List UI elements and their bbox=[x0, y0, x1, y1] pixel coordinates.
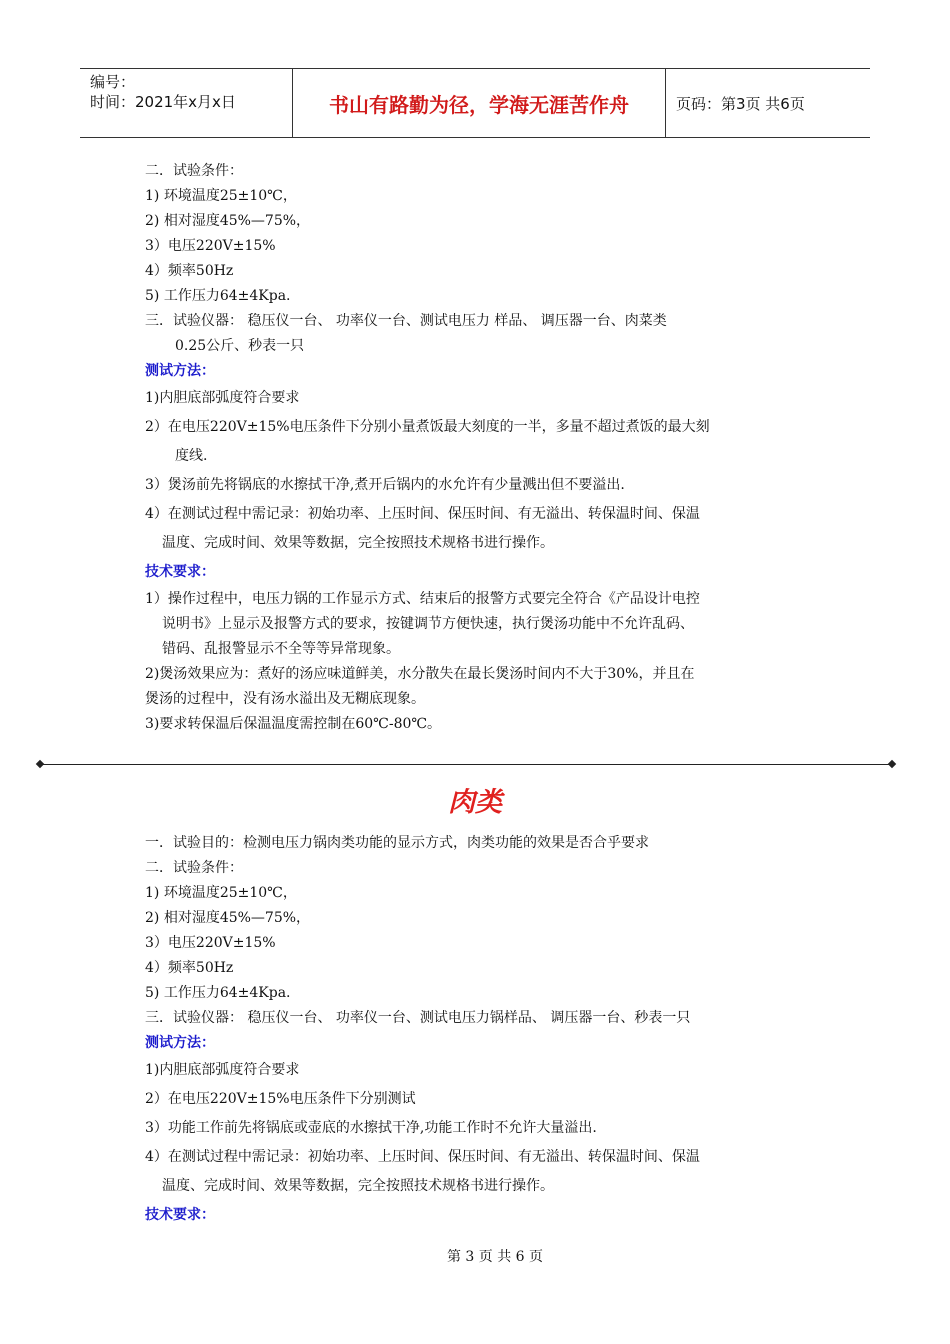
condition-item: 5) 工作压力64±4Kpa. bbox=[145, 985, 291, 1001]
instruments-line: 0.25公斤、秒表一只 bbox=[175, 338, 305, 354]
condition-item: 3）电压220V±15% bbox=[145, 935, 276, 951]
tech-title: 技术要求： bbox=[145, 1207, 215, 1223]
number-label: 编号： bbox=[90, 73, 136, 91]
section-divider bbox=[40, 764, 895, 765]
condition-item: 3）电压220V±15% bbox=[145, 238, 276, 254]
tech-item: 1）操作过程中，电压力锅的工作显示方式、结束后的报警方式要完全符合《产品设计电控 bbox=[145, 591, 700, 607]
method-item: 温度、完成时间、效果等数据，完全按照技术规格书进行操作。 bbox=[162, 535, 554, 551]
part2-content bbox=[145, 831, 815, 1230]
method-title: 测试方法： bbox=[145, 363, 215, 379]
instruments-line: 三．试验仪器： 稳压仪一台、 功率仪一台、测试电压力锅样品、 调压器一台、秒表一只 bbox=[145, 1010, 691, 1026]
method-item: 1)内胆底部弧度符合要求 bbox=[145, 390, 300, 406]
condition-item: 1) 环境温度25±10℃， bbox=[145, 885, 297, 901]
method-title: 测试方法： bbox=[145, 1035, 215, 1051]
condition-item: 2) 相对湿度45%—75%， bbox=[145, 910, 311, 926]
method-item: 2）在电压220V±15%电压条件下分别测试 bbox=[145, 1091, 416, 1107]
page-footer: 第 3 页 共 6 页 bbox=[446, 1249, 544, 1265]
tech-item: 煲汤的过程中，没有汤水溢出及无糊底现象。 bbox=[145, 691, 425, 707]
part1-conditions bbox=[145, 159, 815, 737]
method-item: 温度、完成时间、效果等数据，完全按照技术规格书进行操作。 bbox=[162, 1178, 554, 1194]
method-item: 4）在测试过程中需记录：初始功率、上压时间、保压时间、有无溢出、转保温时间、保温 bbox=[145, 506, 700, 522]
condition-item: 4）频率50Hz bbox=[145, 263, 234, 279]
header-page-label: 页码：第3页 共6页 bbox=[676, 94, 805, 113]
page-header bbox=[80, 68, 870, 138]
purpose-line: 一．试验目的：检测电压力锅肉类功能的显示方式，肉类功能的效果是否合乎要求 bbox=[145, 835, 649, 851]
conditions-title: 二．试验条件： bbox=[145, 860, 243, 876]
time-label: 时间：2021年x月x日 bbox=[90, 93, 236, 111]
method-item: 3）煲汤前先将锅底的水擦拭干净,煮开后锅内的水允许有少量溅出但不要溢出. bbox=[145, 477, 625, 493]
condition-item: 1) 环境温度25±10℃， bbox=[145, 188, 297, 204]
tech-item: 2)煲汤效果应为：煮好的汤应味道鲜美，水分散失在最长煲汤时间内不大于30%，并且在 bbox=[145, 666, 695, 682]
condition-item: 5) 工作压力64±4Kpa. bbox=[145, 288, 291, 304]
method-item: 4）在测试过程中需记录：初始功率、上压时间、保压时间、有无溢出、转保温时间、保温 bbox=[145, 1149, 700, 1165]
divider-left-diamond bbox=[36, 760, 44, 768]
condition-item: 2) 相对湿度45%—75%， bbox=[145, 213, 311, 229]
conditions-title: 二．试验条件： bbox=[145, 163, 243, 179]
divider-right-diamond bbox=[888, 760, 896, 768]
method-item: 度线. bbox=[175, 448, 208, 464]
instruments-line: 三．试验仪器： 稳压仪一台、 功率仪一台、测试电压力 样品、 调压器一台、肉菜类 bbox=[145, 313, 667, 329]
header-motto: 书山有路勤为径，学海无涯苦作舟 bbox=[293, 69, 666, 137]
tech-item: 3)要求转保温后保温温度需控制在60℃-80℃。 bbox=[145, 716, 442, 732]
header-left-cell bbox=[80, 69, 293, 137]
condition-item: 4）频率50Hz bbox=[145, 960, 234, 976]
tech-item: 错码、乱报警显示不全等等异常现象。 bbox=[162, 641, 400, 657]
method-item: 3）功能工作前先将锅底或壶底的水擦拭干净,功能工作时不允许大量溢出. bbox=[145, 1120, 597, 1136]
method-item: 2）在电压220V±15%电压条件下分别小量煮饭最大刻度的一半，多量不超过煮饭的最大刻 bbox=[145, 419, 710, 435]
tech-item: 说明书》上显示及报警方式的要求，按键调节方便快速，执行煲汤功能中不允许乱码、 bbox=[162, 616, 694, 632]
tech-title: 技术要求： bbox=[145, 564, 215, 580]
section-title: 肉类 bbox=[448, 787, 502, 818]
method-item: 1)内胆底部弧度符合要求 bbox=[145, 1062, 300, 1078]
